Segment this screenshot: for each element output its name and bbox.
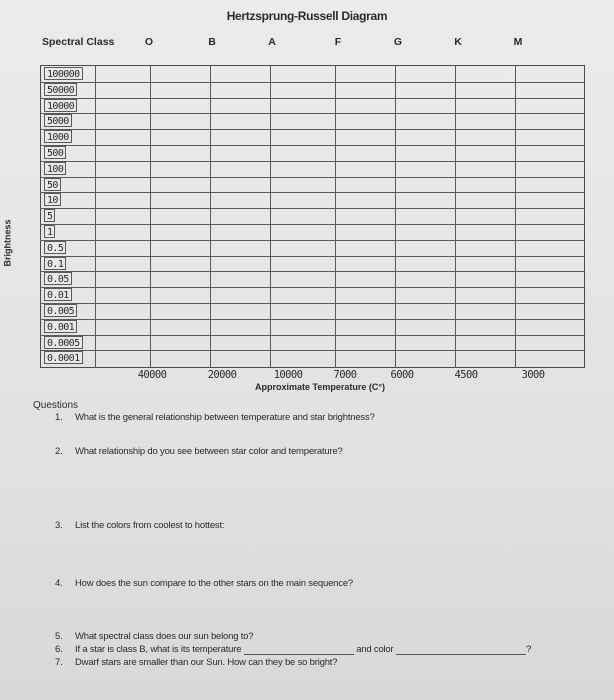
brightness-label: 10000: [44, 99, 77, 112]
question-number: 1.: [55, 412, 63, 423]
grid-horizontal-line: [40, 208, 585, 209]
y-axis-label: Brightness: [2, 219, 13, 267]
grid-horizontal-line: [40, 271, 585, 272]
question-number: 7.: [55, 657, 63, 668]
brightness-label: 10: [44, 193, 61, 206]
question-3: [55, 520, 224, 531]
question-text-end: ?: [525, 644, 532, 655]
temperature-label: 4500: [454, 369, 478, 381]
question-1: [55, 412, 375, 423]
question-text: If a star is class B, what is its temperature: [75, 644, 242, 655]
brightness-label: 50000: [44, 83, 77, 96]
question-6: [55, 644, 531, 655]
question-number: 4.: [55, 578, 63, 589]
page-title: Hertzsprung-Russell Diagram: [226, 9, 388, 23]
temperature-label: 3000: [521, 369, 545, 381]
question-text: What is the general relationship between temperature and star brightness?: [75, 412, 375, 423]
grid-horizontal-line: [40, 192, 585, 193]
grid-horizontal-line: [40, 129, 585, 130]
question-text: What spectral class does our sun belong to?: [75, 631, 254, 642]
spectral-class-o: O: [144, 36, 154, 48]
question-number: 2.: [55, 446, 63, 457]
brightness-label: 100: [44, 162, 66, 175]
temperature-answer-line[interactable]: [244, 654, 354, 655]
grid-horizontal-line: [40, 319, 585, 320]
grid-horizontal-line: [40, 350, 585, 351]
temperature-label: 20000: [207, 369, 237, 381]
brightness-label: 0.005: [44, 304, 77, 317]
brightness-label: 0.1: [44, 257, 66, 270]
spectral-class-m: M: [513, 36, 523, 48]
question-text: What relationship do you see between star color and temperature?: [75, 446, 343, 457]
question-text: Dwarf stars are smaller than our Sun. How can they be so bright?: [75, 657, 338, 668]
temperature-label: 40000: [137, 369, 167, 381]
color-answer-line[interactable]: [396, 654, 526, 655]
question-7: [55, 657, 337, 668]
grid-vertical-line: [335, 65, 336, 368]
brightness-label: 5000: [44, 114, 72, 127]
grid-vertical-line: [515, 65, 516, 368]
grid-horizontal-line: [40, 303, 585, 304]
brightness-label: 5: [44, 209, 55, 222]
grid-horizontal-line: [40, 145, 585, 146]
spectral-class-a: A: [268, 36, 276, 48]
grid-vertical-line: [455, 65, 456, 368]
hr-diagram-grid: [40, 65, 585, 368]
brightness-label: 0.001: [44, 320, 77, 333]
brightness-label: 100000: [44, 67, 83, 80]
grid-horizontal-line: [40, 113, 585, 114]
grid-vertical-line: [270, 65, 271, 368]
grid-horizontal-line: [40, 287, 585, 288]
temperature-label: 7000: [333, 369, 357, 381]
grid-horizontal-line: [40, 177, 585, 178]
brightness-label: 0.0005: [44, 336, 83, 349]
x-axis-label: Approximate Temperature (C°): [255, 382, 385, 392]
question-2: [55, 446, 343, 457]
spectral-class-g: G: [393, 36, 403, 48]
question-5: [55, 631, 253, 642]
brightness-label: 0.5: [44, 241, 66, 254]
brightness-label: 0.0001: [44, 351, 83, 364]
spectral-class-k: K: [454, 36, 462, 48]
question-text-middle: and color: [356, 644, 394, 655]
question-text: List the colors from coolest to hottest:: [75, 520, 225, 531]
questions-heading: Questions: [33, 400, 79, 411]
grid-vertical-line: [210, 65, 211, 368]
spectral-class-label: Spectral Class: [42, 36, 115, 48]
grid-horizontal-line: [40, 161, 585, 162]
brightness-label: 0.05: [44, 272, 72, 285]
brightness-label: 1000: [44, 130, 72, 143]
temperature-label: 10000: [273, 369, 303, 381]
brightness-label: 50: [44, 178, 61, 191]
grid-horizontal-line: [40, 98, 585, 99]
grid-vertical-line: [150, 65, 151, 368]
grid-horizontal-line: [40, 256, 585, 257]
question-number: 3.: [55, 520, 63, 531]
grid-vertical-line: [95, 65, 96, 368]
grid-horizontal-line: [40, 335, 585, 336]
question-number: 5.: [55, 631, 63, 642]
spectral-class-f: F: [334, 36, 342, 48]
grid-horizontal-line: [40, 240, 585, 241]
brightness-label: 500: [44, 146, 66, 159]
grid-horizontal-line: [40, 224, 585, 225]
grid-horizontal-line: [40, 82, 585, 83]
question-4: [55, 578, 353, 589]
question-text: How does the sun compare to the other stars on the main sequence?: [75, 578, 353, 589]
brightness-label: 0.01: [44, 288, 72, 301]
spectral-class-b: B: [208, 36, 216, 48]
grid-vertical-line: [395, 65, 396, 368]
temperature-label: 6000: [390, 369, 414, 381]
question-number: 6.: [55, 644, 63, 655]
brightness-label: 1: [44, 225, 55, 238]
